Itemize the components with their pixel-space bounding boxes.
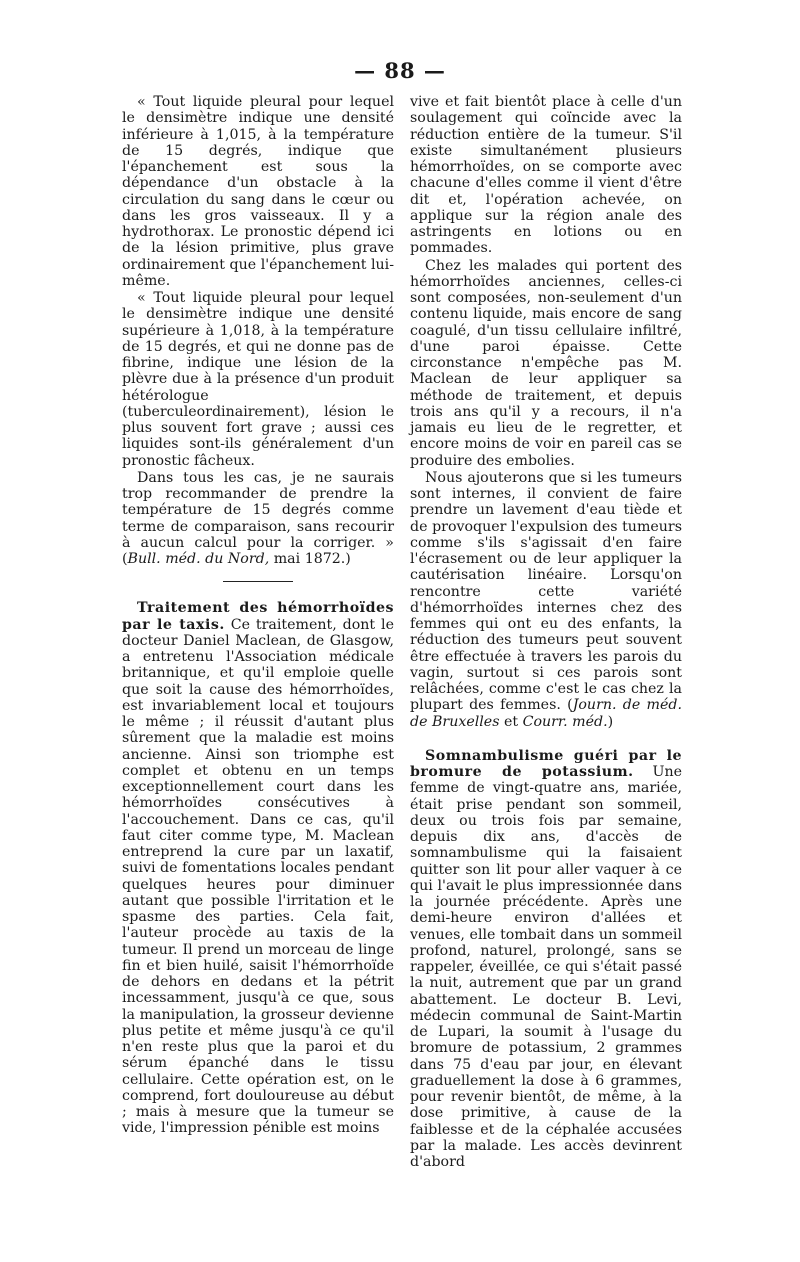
paragraph: « Tout liquide pleural pour lequel le densimètre indique une densité inférieure à 1,015, à la température de 15 degrés, indique que l'épanchement est sous la dépendance d'un obstacle à la circulation du sang dans le cœur ou dans les gros vaisseaux. Il y a hydrothorax. Le pronostic dépend ici de la lésion primitive, plus grave ordinairement que l'épanchement lui-même. [122, 94, 394, 289]
page-number: — 88 — [354, 58, 446, 83]
citation-source: Courr. méd. [522, 713, 608, 730]
paragraph [122, 470, 394, 568]
citation-join: et [499, 713, 523, 730]
paragraph: Chez les malades qui portent des hémorrhoïdes anciennes, celles-ci sont composées, non-seulement d'un contenu liquide, mais encore de sang coagulé, d'un tissu cellulaire infiltré, d'une paroi épaisse. Cette circonstance n'empêche pas M. Maclean de leur appliquer sa méthode de traitement, et depuis trois ans qu'il y a recours, il n'a jamais eu lieu de le regretter, et encore moins de voir en pareil cas se produire des embolies. [410, 257, 682, 469]
citation-source: Journ. de méd. de Bruxelles [410, 697, 682, 730]
paragraph-text: Nous ajouterons que si les tumeurs sont internes, il convient de faire prendre un lavement d'eau tiède et de provoquer l'expulsion des tumeurs comme s'ils s'agissait d'en faire l'écrasement ou de leur appliquer la cautérisation linéaire. Lorsqu'on rencontre cette variété d'hémorrhoïdes internes chez des femmes qui ont eu des enfants, la réduction des tumeurs peut souvent être effectuée à travers les parois du vagin, surtout si ces parois sont relâchées, comme c'est le cas chez la plupart des femmes. ( [410, 469, 682, 714]
paragraph: vive et fait bientôt place à celle d'un soulagement qui coïncide avec la réduction entière de la tumeur. S'il existe simultanément plusieurs hémorrhoïdes, on se comporte avec chacune d'elles comme il vient d'être dit et, l'opération achevée, on applique sur la région anale des astringents en lotions ou en pommades. [410, 94, 682, 257]
left-column [122, 94, 394, 1137]
paragraph [410, 748, 682, 1171]
right-column [410, 94, 682, 1170]
paragraph-text: Une femme de vingt-quatre ans, mariée, était prise pendant son sommeil, deux ou trois fois par semaine, depuis dix ans, d'accès de somnambulisme qui la faisaient quitter son lit pour aller vaquer à ce qui l'avait le plus impressionnée dans la journée précédente. Après une demi-heure environ d'allées et venues, elle tombait dans un sommeil profond, naturel, prolongé, sans se rappeler, éveillée, ce qui s'était passé la nuit, autrement que par un grand abattement. Le docteur B. Levi, médecin communal de Saint-Martin de Lupari, la soumit à l'usage du bromure de potassium, 2 grammes dans 75 d'eau par jour, en élevant graduellement la dose à 6 grammes, pour revenir bientôt, de même, à la dose primitive, à cause de la faiblesse et de la céphalée accusées par la malade. Les accès devinrent d'abord [410, 764, 682, 1170]
paragraph-text: Dans tous les cas, je ne saurais trop recommander de prendre la température de 15 degrés comme terme de comparaison, sans recourir à aucun calcul pour la corriger. » ( [122, 469, 394, 567]
section-divider [223, 581, 293, 582]
paragraph-text: « Tout liquide pleural pour lequel le densimètre indique une densité supérieure à 1,018, à la température de 15 degrés, et qui ne donne pas de fibrine, indique une lésion de la plèvre due à la présence d'un produit hétérologue (tuberculeordinairement), lésion le plus souvent fort grave ; aussi ces liquides sont-ils généralement d'un pronostic fâcheux. [122, 290, 394, 469]
paragraph-text: Ce traitement, dont le docteur Daniel Maclean, de Glasgow, a entretenu l'Association médicale britannique, et qu'il emploie quelle que soit la cause des hémorrhoïdes, est invariablement local et toujours le même ; il réussit d'autant plus sûrement que la maladie est moins ancienne. Ainsi son triomphe est complet et obtenu en un temps exceptionnellement court dans les hémorrhoïdes consécutives à l'accouchement. Dans ce cas, qu'il faut citer comme type, M. Maclean entreprend la cure par un laxatif, suivi de fomentations locales pendant quelques heures pour diminuer autant que possible l'irritation et le spasme des parties. Cela fait, l'auteur procède au taxis de la tumeur. Il prend un morceau de linge fin et bien huilé, saisit l'hémorrhoïde de dehors en dedans et la pétrit incessamment, jusqu'à ce que, sous la manipulation, la grosseur devienne plus petite et même jusqu'à ce qu'il n'en reste plus que la paroi et du sérum épanché dans le tissu cellulaire. Cette opération est, on le comprend, fort douloureuse au début ; mais à mesure que la tumeur se vide, l'impression pénible est moins [122, 616, 394, 1137]
paragraph [122, 290, 394, 469]
paragraph [122, 600, 394, 1136]
paragraph [410, 470, 682, 730]
section-heading: Traitement des hémorrhoïdes par le taxis. [122, 600, 394, 633]
citation-end: ) [607, 713, 614, 730]
section-heading: Somnambulisme guéri par le bromure de potassium. [410, 747, 682, 780]
citation-source: Bull. méd. du Nord, [127, 551, 270, 567]
citation-date: mai 1872.) [269, 551, 351, 567]
